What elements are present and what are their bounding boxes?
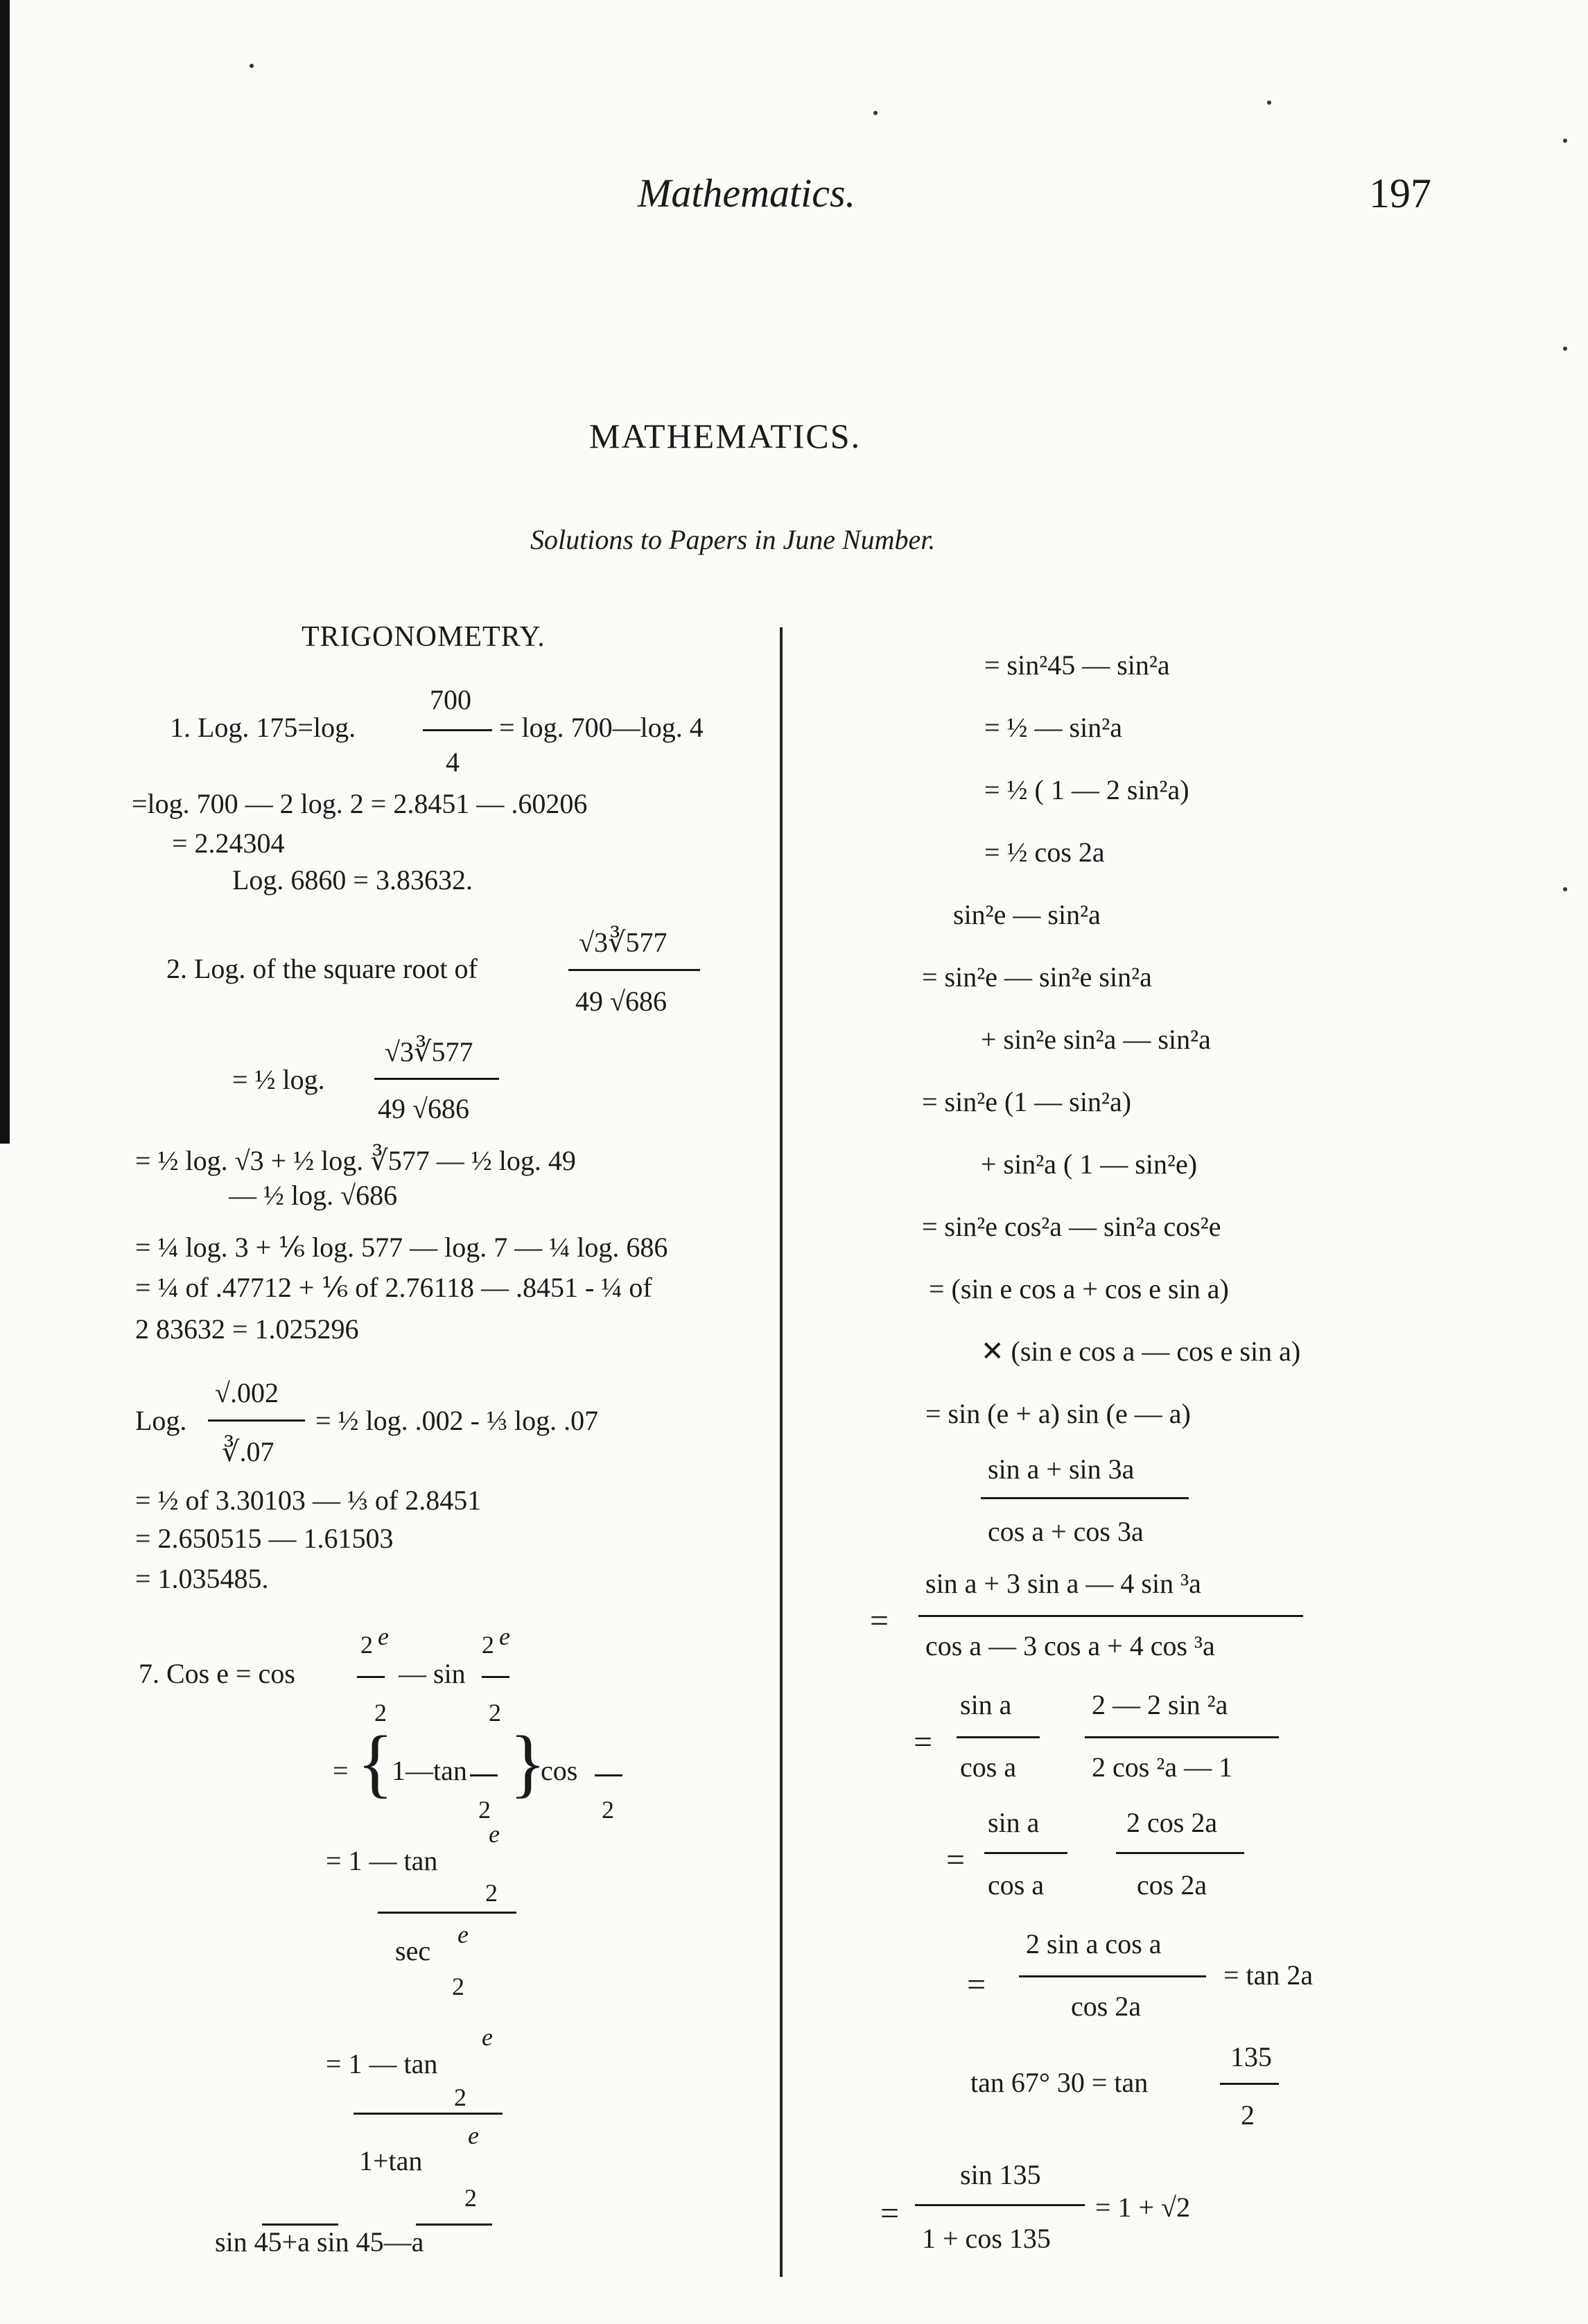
p7-bar bbox=[357, 1676, 385, 1678]
column-divider bbox=[780, 627, 783, 2277]
p1-line-e: Log. 6860 = 3.83632. bbox=[232, 864, 473, 895]
p1-line-b: = log. 700—log. 4 bbox=[499, 712, 704, 743]
r-line-7: + sin²e sin²a — sin²a bbox=[981, 1024, 1211, 1055]
f1-numerator: sin a + sin 3a bbox=[988, 1453, 1135, 1485]
f9-numerator: sin 135 bbox=[960, 2159, 1041, 2190]
p3-line-c: = ½ of 3.30103 — ⅓ of 2.8451 bbox=[135, 1485, 482, 1516]
p7-sup-2b: 2 bbox=[482, 1631, 494, 1659]
p2-line-g: 2 83632 = 1.025296 bbox=[135, 1313, 359, 1345]
f5-denominator: cos a bbox=[988, 1869, 1045, 1901]
p2-line-e: = ¼ log. 3 + ⅙ log. 577 — log. 7 — ¼ log. 686 bbox=[135, 1232, 668, 1263]
p2-denominator-2: 49 √686 bbox=[378, 1093, 469, 1124]
scan-speck bbox=[250, 64, 254, 68]
p7-bar bbox=[470, 1774, 498, 1776]
f4-numerator: 2 — 2 sin ²a bbox=[1092, 1689, 1228, 1720]
r-line-1: = sin²45 — sin²a bbox=[984, 649, 1170, 681]
overline bbox=[416, 2223, 492, 2226]
p7-line-i: sin 45+a sin 45—a bbox=[215, 2226, 424, 2257]
p7-den-2f: 2 bbox=[452, 1973, 464, 2000]
p7-sup-2: 2 bbox=[360, 1631, 373, 1659]
f6-bar bbox=[1116, 1852, 1244, 1854]
p1-line-a: 1. Log. 175=log. bbox=[170, 712, 356, 743]
f1-bar bbox=[981, 1497, 1189, 1499]
r-line-4: = ½ cos 2a bbox=[984, 837, 1105, 868]
p3-denominator: ∛.07 bbox=[222, 1436, 274, 1467]
f7-numerator: 2 sin a cos a bbox=[1026, 1928, 1162, 1959]
r-line-10: = sin²e cos²a — sin²a cos²e bbox=[922, 1211, 1221, 1242]
f5-bar bbox=[984, 1852, 1067, 1854]
r-line-8: = sin²e (1 — sin²a) bbox=[922, 1086, 1132, 1117]
p2-fraction-bar-2 bbox=[374, 1078, 499, 1080]
p1-line-d: = 2.24304 bbox=[172, 828, 285, 859]
f3-numerator: sin a bbox=[960, 1689, 1012, 1720]
f8-numerator: 135 bbox=[1230, 2041, 1272, 2072]
f9-bar bbox=[915, 2204, 1085, 2206]
scan-speck bbox=[1563, 347, 1567, 351]
overline bbox=[262, 2223, 338, 2226]
p7-line-f: sec bbox=[395, 1935, 431, 1966]
p7-sup-e4: e bbox=[482, 2023, 493, 2051]
scan-speck bbox=[1563, 887, 1567, 891]
p3-line-b: = ½ log. .002 - ⅓ log. .07 bbox=[315, 1405, 599, 1436]
f2-bar bbox=[918, 1615, 1303, 1617]
p7-eq: = bbox=[333, 1755, 349, 1786]
p7-bar bbox=[595, 1774, 622, 1776]
p2-denominator: 49 √686 bbox=[575, 986, 667, 1017]
p7-line-a: 7. Cos e = cos bbox=[139, 1658, 295, 1689]
subtitle: Solutions to Papers in June Number. bbox=[530, 524, 936, 555]
p1-numerator: 700 bbox=[430, 684, 471, 715]
section-heading: TRIGONOMETRY. bbox=[302, 621, 546, 653]
r-line-13: = sin (e + a) sin (e — a) bbox=[925, 1398, 1191, 1429]
f4-bar bbox=[1085, 1736, 1279, 1738]
page-title: MATHEMATICS. bbox=[589, 417, 862, 455]
f1-denominator: cos a + cos 3a bbox=[988, 1516, 1144, 1547]
p7-den-2c: 2 bbox=[478, 1796, 491, 1824]
p7-sup-e: e bbox=[378, 1623, 389, 1650]
p7-line-h: 1+tan bbox=[359, 2145, 423, 2176]
p7-sup-e2: e bbox=[489, 1820, 500, 1848]
p7-den-2g: 2 bbox=[454, 2083, 466, 2111]
p7-line-e: = 1 — tan bbox=[326, 1845, 438, 1876]
f3-bar bbox=[957, 1736, 1040, 1738]
r-line-3: = ½ ( 1 — 2 sin²a) bbox=[984, 774, 1189, 805]
f5-numerator: sin a bbox=[988, 1807, 1040, 1838]
r-line-6: = sin²e — sin²e sin²a bbox=[922, 961, 1152, 993]
p7-sup-eb: e bbox=[499, 1623, 510, 1650]
running-title: Mathematics. bbox=[638, 171, 856, 216]
p7-line-c: 1—tan bbox=[392, 1755, 467, 1786]
p1-fraction-bar bbox=[423, 729, 492, 731]
f7-denominator: cos 2a bbox=[1071, 1991, 1142, 2022]
p3-line-d: = 2.650515 — 1.61503 bbox=[135, 1523, 394, 1554]
p2-numerator: √3∛577 bbox=[579, 927, 668, 958]
p1-line-c: =log. 700 — 2 log. 2 = 2.8451 — .60206 bbox=[132, 788, 588, 819]
r-line-11: = (sin e cos a + cos e sin a) bbox=[929, 1273, 1229, 1304]
p2-fraction-bar bbox=[568, 969, 700, 971]
brace-open: { bbox=[357, 1720, 394, 1805]
r-line-5: sin²e — sin²a bbox=[953, 899, 1101, 930]
r-line-2: = ½ — sin²a bbox=[984, 712, 1122, 743]
f8-bar bbox=[1220, 2083, 1279, 2085]
p7-den-2h: 2 bbox=[464, 2184, 477, 2212]
f5-eq: = bbox=[946, 1842, 966, 1878]
p2-line-d: — ½ log. √686 bbox=[229, 1180, 398, 1211]
p7-line-b: — sin bbox=[399, 1658, 466, 1689]
p2-numerator-2: √3∛577 bbox=[385, 1036, 473, 1067]
f2-numerator: sin a + 3 sin a — 4 sin ³a bbox=[925, 1568, 1201, 1599]
f2-denominator: cos a — 3 cos a + 4 cos ³a bbox=[925, 1630, 1215, 1661]
p7-sup-e5: e bbox=[468, 2122, 479, 2149]
scan-edge bbox=[0, 0, 10, 1144]
p3-numerator: √.002 bbox=[215, 1377, 279, 1408]
r-line-9: + sin²a ( 1 — sin²e) bbox=[981, 1148, 1198, 1180]
p3-line-a: Log. bbox=[135, 1405, 187, 1436]
p7-den-2d: 2 bbox=[602, 1796, 614, 1824]
p1-denominator: 4 bbox=[446, 746, 460, 778]
f6-numerator: 2 cos 2a bbox=[1126, 1807, 1218, 1838]
scan-speck bbox=[1267, 101, 1271, 105]
p7-line-g: = 1 — tan bbox=[326, 2048, 438, 2079]
f6-denominator: cos 2a bbox=[1137, 1869, 1207, 1901]
p7-bar bbox=[482, 1676, 509, 1678]
p7-den-2: 2 bbox=[374, 1699, 387, 1727]
p7-den-2e: 2 bbox=[485, 1879, 498, 1907]
p7-den-2b: 2 bbox=[489, 1699, 501, 1727]
brace-close: } bbox=[509, 1720, 546, 1805]
f3-eq: = bbox=[914, 1724, 933, 1761]
p2-line-c: = ½ log. √3 + ½ log. ∛577 — ½ log. 49 bbox=[135, 1145, 576, 1176]
page-number: 197 bbox=[1369, 171, 1431, 216]
r-line-14: tan 67° 30 = tan bbox=[970, 2067, 1149, 2098]
f7-eq: = bbox=[967, 1966, 986, 2003]
scan-speck bbox=[873, 111, 878, 115]
f4-denominator: 2 cos ²a — 1 bbox=[1092, 1751, 1233, 1783]
f9-eq: = bbox=[880, 2195, 900, 2232]
f7-bar bbox=[1019, 1975, 1206, 1977]
p2-line-a: 2. Log. of the square root of bbox=[166, 953, 478, 984]
p7-line-d: cos bbox=[541, 1755, 578, 1786]
r-line-12: ✕ (sin e cos a — cos e sin a) bbox=[981, 1336, 1301, 1367]
p2-line-f: = ¼ of .47712 + ⅙ of 2.76118 — .8451 - ¼ of bbox=[135, 1272, 652, 1303]
p7-fraction-bar bbox=[378, 1912, 516, 1914]
p2-line-b: = ½ log. bbox=[232, 1064, 325, 1095]
p3-fraction-bar bbox=[208, 1419, 305, 1422]
p7-fraction-bar bbox=[354, 2113, 503, 2115]
scan-speck bbox=[1563, 139, 1567, 143]
p7-sup-e3: e bbox=[457, 1921, 469, 1948]
f3-denominator: cos a bbox=[960, 1751, 1017, 1783]
f2-eq: = bbox=[870, 1602, 889, 1639]
p3-line-e: = 1.035485. bbox=[135, 1563, 269, 1594]
f9-denominator: 1 + cos 135 bbox=[922, 2223, 1051, 2254]
f9-result: = 1 + √2 bbox=[1095, 2192, 1191, 2223]
f7-result: = tan 2a bbox=[1223, 1959, 1314, 1991]
f8-denominator: 2 bbox=[1241, 2099, 1255, 2131]
